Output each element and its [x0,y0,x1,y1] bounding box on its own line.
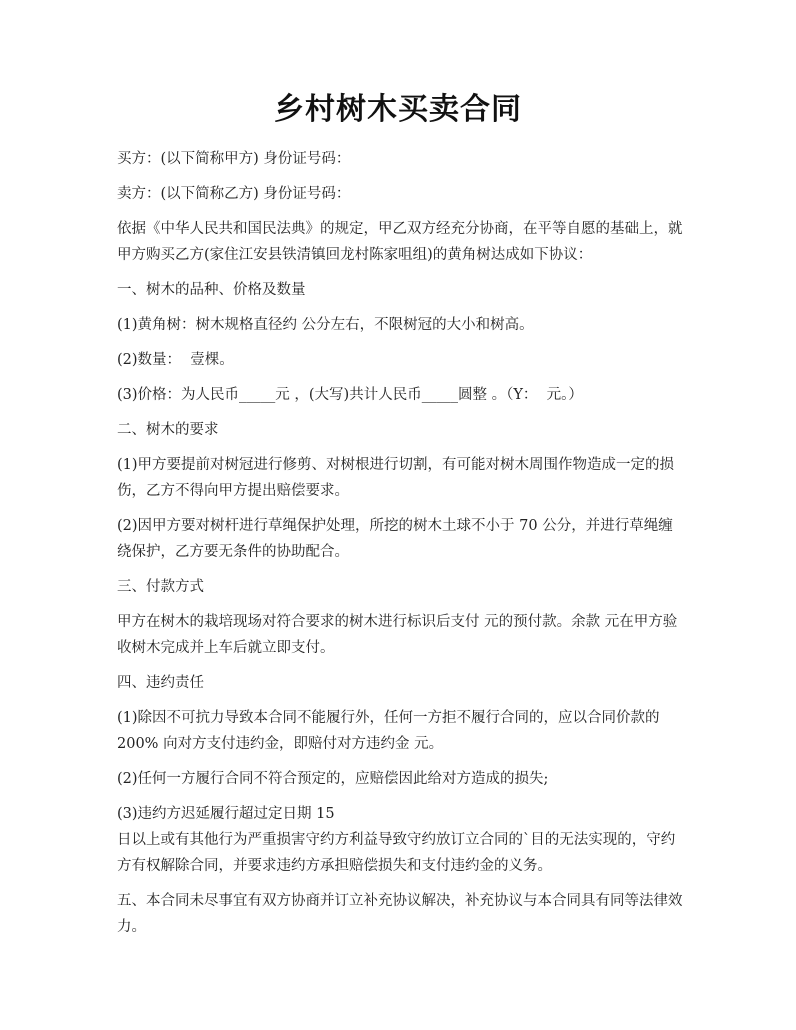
section-heading-variety: 一、树木的品种、价格及数量 [117,282,306,298]
document-body [117,146,685,949]
clause-protection: (2)因甲方要对树杆进行草绳保护处理，所挖的树木土球不小于 70 公分，并进行草绳缠绕保护，乙方要无条件的协助配合。 [117,518,673,560]
section-heading-requirements: 二、树木的要求 [117,422,219,438]
buyer-line: 买方：(以下简称甲方) 身份证号码： [117,151,351,167]
section-heading-liability: 四、违约责任 [117,675,204,691]
clause-price: (3)价格：为人民币_____元 ，(大写)共计人民币_____圆整 。（Y： 元。） [117,387,583,403]
clause-liability-3-start: (3)违约方迟延履行超过定日期 15 [117,806,335,822]
section-heading-payment: 三、付款方式 [117,579,204,595]
clause-liability-3-cont: 日以上或有其他行为严重损害守约方利益导致守约放订立合同的`目的无法实现的，守约方有权解除合同，并要求违约方承担赔偿损失和支付违约金的义务。 [117,832,676,874]
clause-liability-2: (2)任何一方履行合同不符合预定的，应赔偿因此给对方造成的损失; [117,771,549,787]
clause-payment: 甲方在树木的栽培现场对符合要求的树木进行标识后支付 元的预付款。余款 元在甲方验收树木完成并上车后就立即支付。 [117,614,678,656]
intro-paragraph: 依据《中华人民共和国民法典》的规定，甲乙双方经充分协商，在平等自愿的基础上，就甲方购买乙方(家住江安县铁清镇回龙村陈家咀组)的黄角树达成如下协议： [117,221,683,263]
document-title: 乡村树木买卖合同 [274,92,522,127]
section-five: 五、本合同未尽事宜有双方协商并订立补充协议解决，补充协议与本合同具有同等法律效力。 [117,893,683,935]
clause-tree-spec: (1)黄角树：树木规格直径约 公分左右，不限树冠的大小和树高。 [117,317,534,333]
seller-line: 卖方：(以下简称乙方) 身份证号码： [117,186,351,202]
clause-liability-1: (1)除因不可抗力导致本合同不能履行外，任何一方拒不履行合同的，应以合同价款的 200% 向对方支付违约金，即赔付对方违约金 元。 [117,710,665,752]
clause-quantity: (2)数量： 壹棵。 [117,352,234,368]
clause-pruning: (1)甲方要提前对树冠进行修剪、对树根进行切割，有可能对树木周围作物造成一定的损伤，乙方不得向甲方提出赔偿要求。 [117,457,675,499]
